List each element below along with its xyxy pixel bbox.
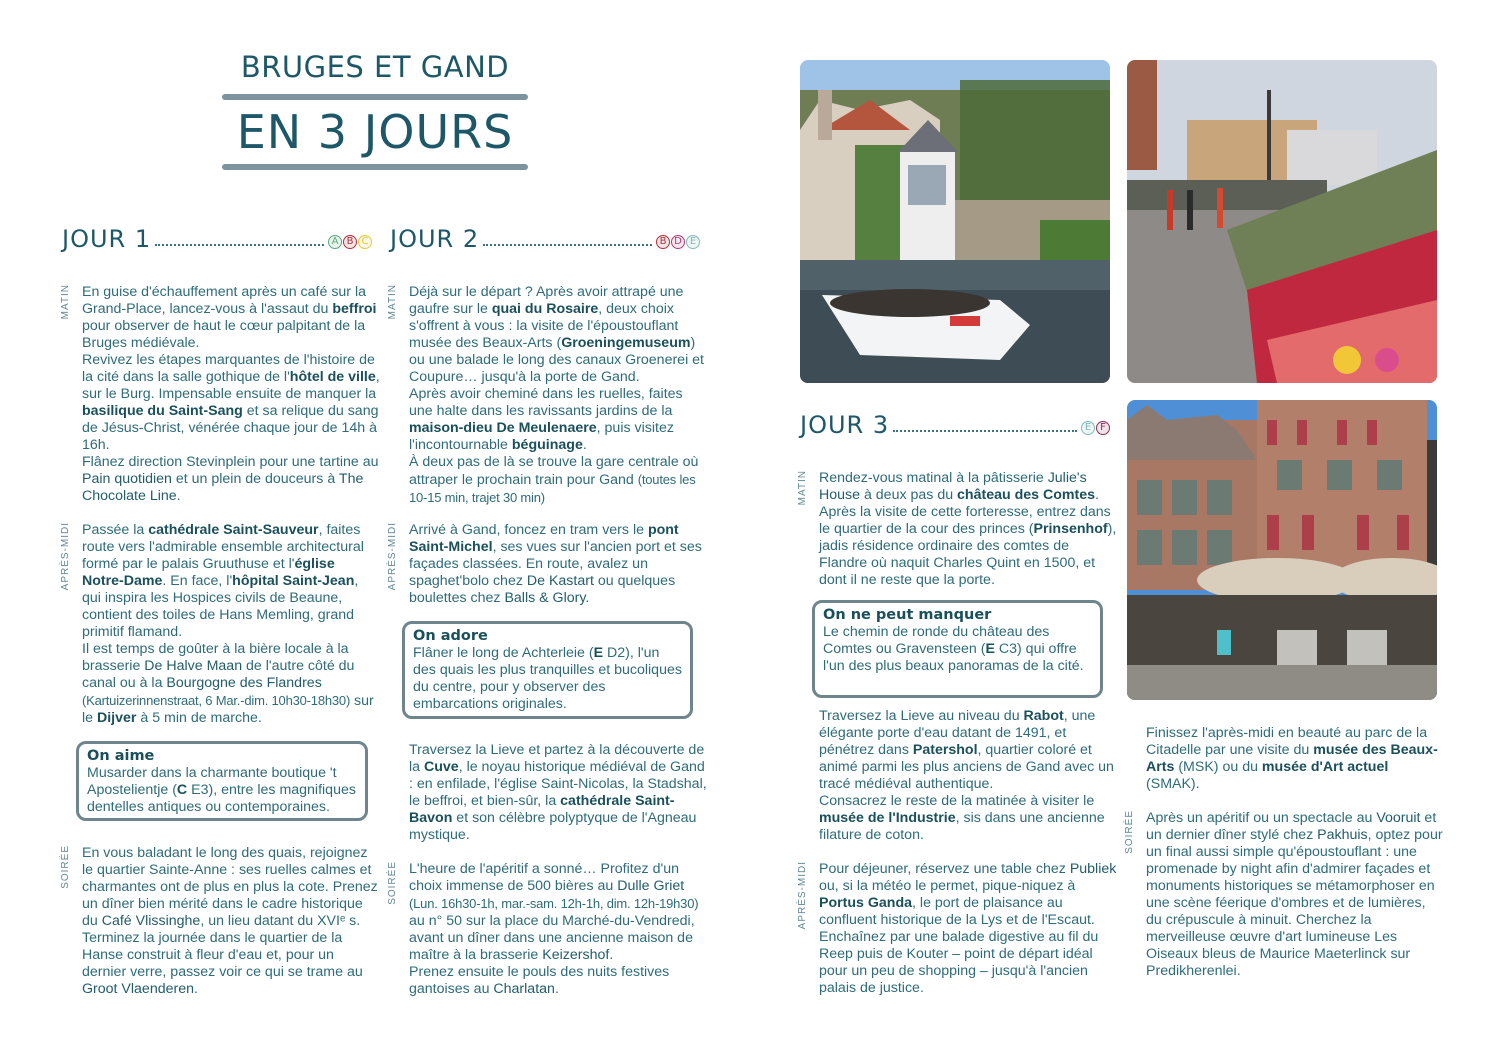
callout-text: Le chemin de ronde du château des Comtes ou Gravensteen (E C3) qui offre l'un des plus beaux panoramas de la cité.: [823, 624, 1084, 674]
day-3-afternoon-text: Pour déjeuner, réservez une table chez Publiek ou, si la météo le permet, pique-niquez à Portus Ganda, le port de plaisance au confluent historique de la Lys et de l'Escaut. Enchaînez par une balade digestive au fil du Reep puis de Kouter – point de départ idéal pour un peu de shopping – jusqu'à l'ancien palais de justice.: [819, 861, 1117, 996]
day-3-evening: [1124, 810, 1444, 980]
day-1-afternoon: [60, 522, 380, 727]
map-badge-c: C: [358, 235, 372, 249]
day-1-morning-text: En guise d'échauffement après un café sur la Grand-Place, lancez-vous à l'assaut du beffroi pour observer de haut le cœur palpitant de la Bruges médiévale. Revivez les étapes marquantes de l'histoire de la cité dans la salle gothique de l'hôtel de ville, sur le Burg. Impensable ensuite de manquer la basilique du Saint-Sang et sa relique du sang de Jésus-Christ, vénérée chaque jour de 14h à 16h. Flânez direction Stevinplein pour une tartine au Pain quotidien et un plein de douceurs à The Chocolate Line.: [82, 284, 380, 504]
section-label-matin: MATIN: [387, 284, 398, 320]
section-label-soiree: SOIRÉE: [1124, 810, 1135, 854]
day-2-afternoon-text: Arrivé à Gand, foncez en tram vers le pont Saint-Michel, ses vues sur l'ancien port et ses façades classées. En route, avalez un spaghet'bolo chez De Kastart ou quelques boulettes chez Balls & Glory.: [409, 522, 702, 606]
day-1-heading: [62, 222, 372, 252]
day-2-afternoon-text-2: Traversez la Lieve et partez à la découverte de la Cuve, le noyau historique médiéval de Gand : en enfilade, l'église Saint-Nicolas, la Stadshal, le beffroi, et bien-sûr, la cathédrale Saint-Bavon et son célèbre polyptyque de l'Agneau mystique.: [409, 742, 707, 843]
day-2-morning-text: Déjà sur le départ ? Après avoir attrapé une gaufre sur le quai du Rosaire, deux choix s'offrent à vous : la visite de l'époustouflant musée des Beaux-Arts (Groeningemuseum) ou une balade le long des canaux Groenerei et Coupure… jusqu'à la porte de Gand. Après avoir cheminé dans les ruelles, faites une halte dans les ravissants jardins de la maison-dieu De Meulenaere, puis visitez l'incontournable béguinage. À deux pas de là se trouve la gare centrale où attraper le prochain train pour Gand (toutes les 10-15 min, trajet 30 min): [409, 284, 705, 505]
callout-on-adore: [402, 621, 693, 719]
dotted-leader: [155, 244, 324, 246]
section-label-matin: MATIN: [60, 284, 71, 320]
callout-title: On adore: [413, 628, 488, 644]
day-2-morning: [387, 284, 707, 507]
day-2-evening: [387, 861, 707, 998]
callout-title: On ne peut manquer: [823, 607, 992, 623]
callout-text: Musarder dans la charmante boutique 't Apostelientje (C E3), entre les magnifiques dentelles antiques ou contemporaines.: [87, 765, 356, 815]
callout-on-ne-peut-manquer: [812, 600, 1103, 698]
day-3-afternoon-cont: [1124, 725, 1444, 793]
callout-text: Flâner le long de Achterleie (E D2), l'un des quais les plus tranquilles et bucoliques du centre, pour y observer des embarcations originales.: [413, 645, 682, 712]
flower-market-photo: [1127, 60, 1437, 383]
section-label-apres-midi: APRÈS-MIDI: [60, 522, 71, 591]
page-title: EN 3 JOURS: [236, 105, 514, 159]
title-bar-top: [222, 94, 528, 100]
day-2-afternoon-cont: [387, 742, 707, 844]
section-label-apres-midi: APRÈS-MIDI: [797, 861, 808, 930]
day-3-heading: [800, 408, 1110, 438]
day-2-evening-text: L'heure de l'apéritif a sonné… Profitez d'un choix immense de 500 bières au Dulle Griet (Lun. 16h30-1h, mar.-sam. 12h-1h, dim. 12h-19h30) au n° 50 sur la place du Marché-du-Vendredi, avant un dîner dans une ancienne maison de maître à la brasserie Keizershof. Prenez ensuite le pouls des nuits festives gantoises au Charlatan.: [409, 861, 699, 997]
callout-on-aime: [76, 741, 368, 821]
day-3-evening-text: Après un apéritif ou un spectacle au Vooruit et un dernier dîner stylé chez Pakhuis, optez pour un final aussi simple qu'époustouflant : une promenade by night afin d'admirer façades et monuments historiques se métamorphoser en une scène féerique d'ombres et de lumières, du crépuscule à minuit. Cherchez la merveilleuse œuvre d'art lumineuse Les Oiseaux bleus de Maurice Maeterlinck sur Predikherenlei.: [1146, 810, 1443, 979]
dotted-leader: [893, 430, 1077, 432]
day-3-morning-cont: [797, 708, 1117, 844]
day-3-morning: [797, 470, 1117, 589]
canal-boat-photo: [800, 60, 1110, 383]
day-3-label: JOUR 3: [800, 411, 890, 439]
map-badge-d: D: [671, 235, 685, 249]
map-badges: [328, 235, 372, 249]
day-1-afternoon-text: Passée la cathédrale Saint-Sauveur, faites route vers l'admirable ensemble architectural formé par le palais Gruuthuse et l'église Notre-Dame. En face, l'hôpital Saint-Jean, qui inspira les Hospices civils de Beaune, contient des toiles de Hans Memling, grand primitif flamand. Il est temps de goûter à la bière locale à la brasserie De Halve Maan de l'autre côté du canal ou à la Bourgogne des Flandres (Kartuizerinnenstraat, 6 Mar.-dim. 10h30-18h30) sur le Dijver à 5 min de marche.: [82, 522, 374, 726]
section-label-soiree: SOIRÉE: [60, 845, 71, 889]
map-badge-e: E: [686, 235, 700, 249]
day-2-heading: [390, 222, 700, 252]
map-badge-b: B: [656, 235, 670, 249]
map-badges: [656, 235, 700, 249]
map-badge-b: B: [343, 235, 357, 249]
day-2-label: JOUR 2: [390, 225, 480, 253]
day-3-afternoon-text-2: Finissez l'après-midi en beauté au parc de la Citadelle par une visite du musée des Beaux-Arts (MSK) ou du musée d'Art actuel (SMAK).: [1146, 725, 1438, 792]
section-label-matin: MATIN: [797, 470, 808, 506]
day-3-morning-text: Rendez-vous matinal à la pâtisserie Julie's House à deux pas du château des Comtes. Après la visite de cette forteresse, entrez dans le quartier de la cour des princes (Prinsenhof), jadis résidence ordinaire des comtes de Flandre où naquit Charles Quint en 1500, et dont il ne reste que la porte.: [819, 470, 1117, 588]
title-bar-bottom: [222, 164, 528, 170]
map-badge-f: F: [1096, 421, 1110, 435]
section-label-soiree: SOIRÉE: [387, 861, 398, 905]
map-badge-a: A: [328, 235, 342, 249]
day-1-morning: [60, 284, 380, 505]
day-1-evening: [60, 845, 380, 998]
ghent-terrace-photo: [1127, 400, 1437, 700]
page-supertitle: BRUGES ET GAND: [240, 50, 510, 84]
day-1-label: JOUR 1: [62, 225, 152, 253]
day-3-morning-text-2: Traversez la Lieve au niveau du Rabot, une élégante porte d'eau datant de 1491, et pénétrez dans Patershol, quartier coloré et animé parmi les plus anciens de Gand avec un tracé médiéval authentique. Consacrez le reste de la matinée à visiter le musée de l'Industrie, sis dans une ancienne filature de coton.: [819, 708, 1114, 843]
callout-title: On aime: [87, 748, 155, 764]
dotted-leader: [483, 244, 652, 246]
map-badge-e: E: [1081, 421, 1095, 435]
map-badges: [1081, 421, 1110, 435]
day-2-afternoon: [387, 522, 707, 607]
day-3-afternoon: [797, 861, 1117, 997]
day-1-evening-text: En vous baladant le long des quais, rejoignez le quartier Sainte-Anne : ses ruelles calmes et charmantes ont de plus en plus la cote. Prenez un dîner bien mérité dans le cadre historique du Café Vlissinghe, un lieu datant du XVIᵉ s. Terminez la journée dans le quartier de la Hanse construit à fleur d'eau et, pour un dernier verre, passez voir ce qui se trame au Groot Vlaenderen.: [82, 845, 378, 997]
section-label-apres-midi: APRÈS-MIDI: [387, 522, 398, 591]
